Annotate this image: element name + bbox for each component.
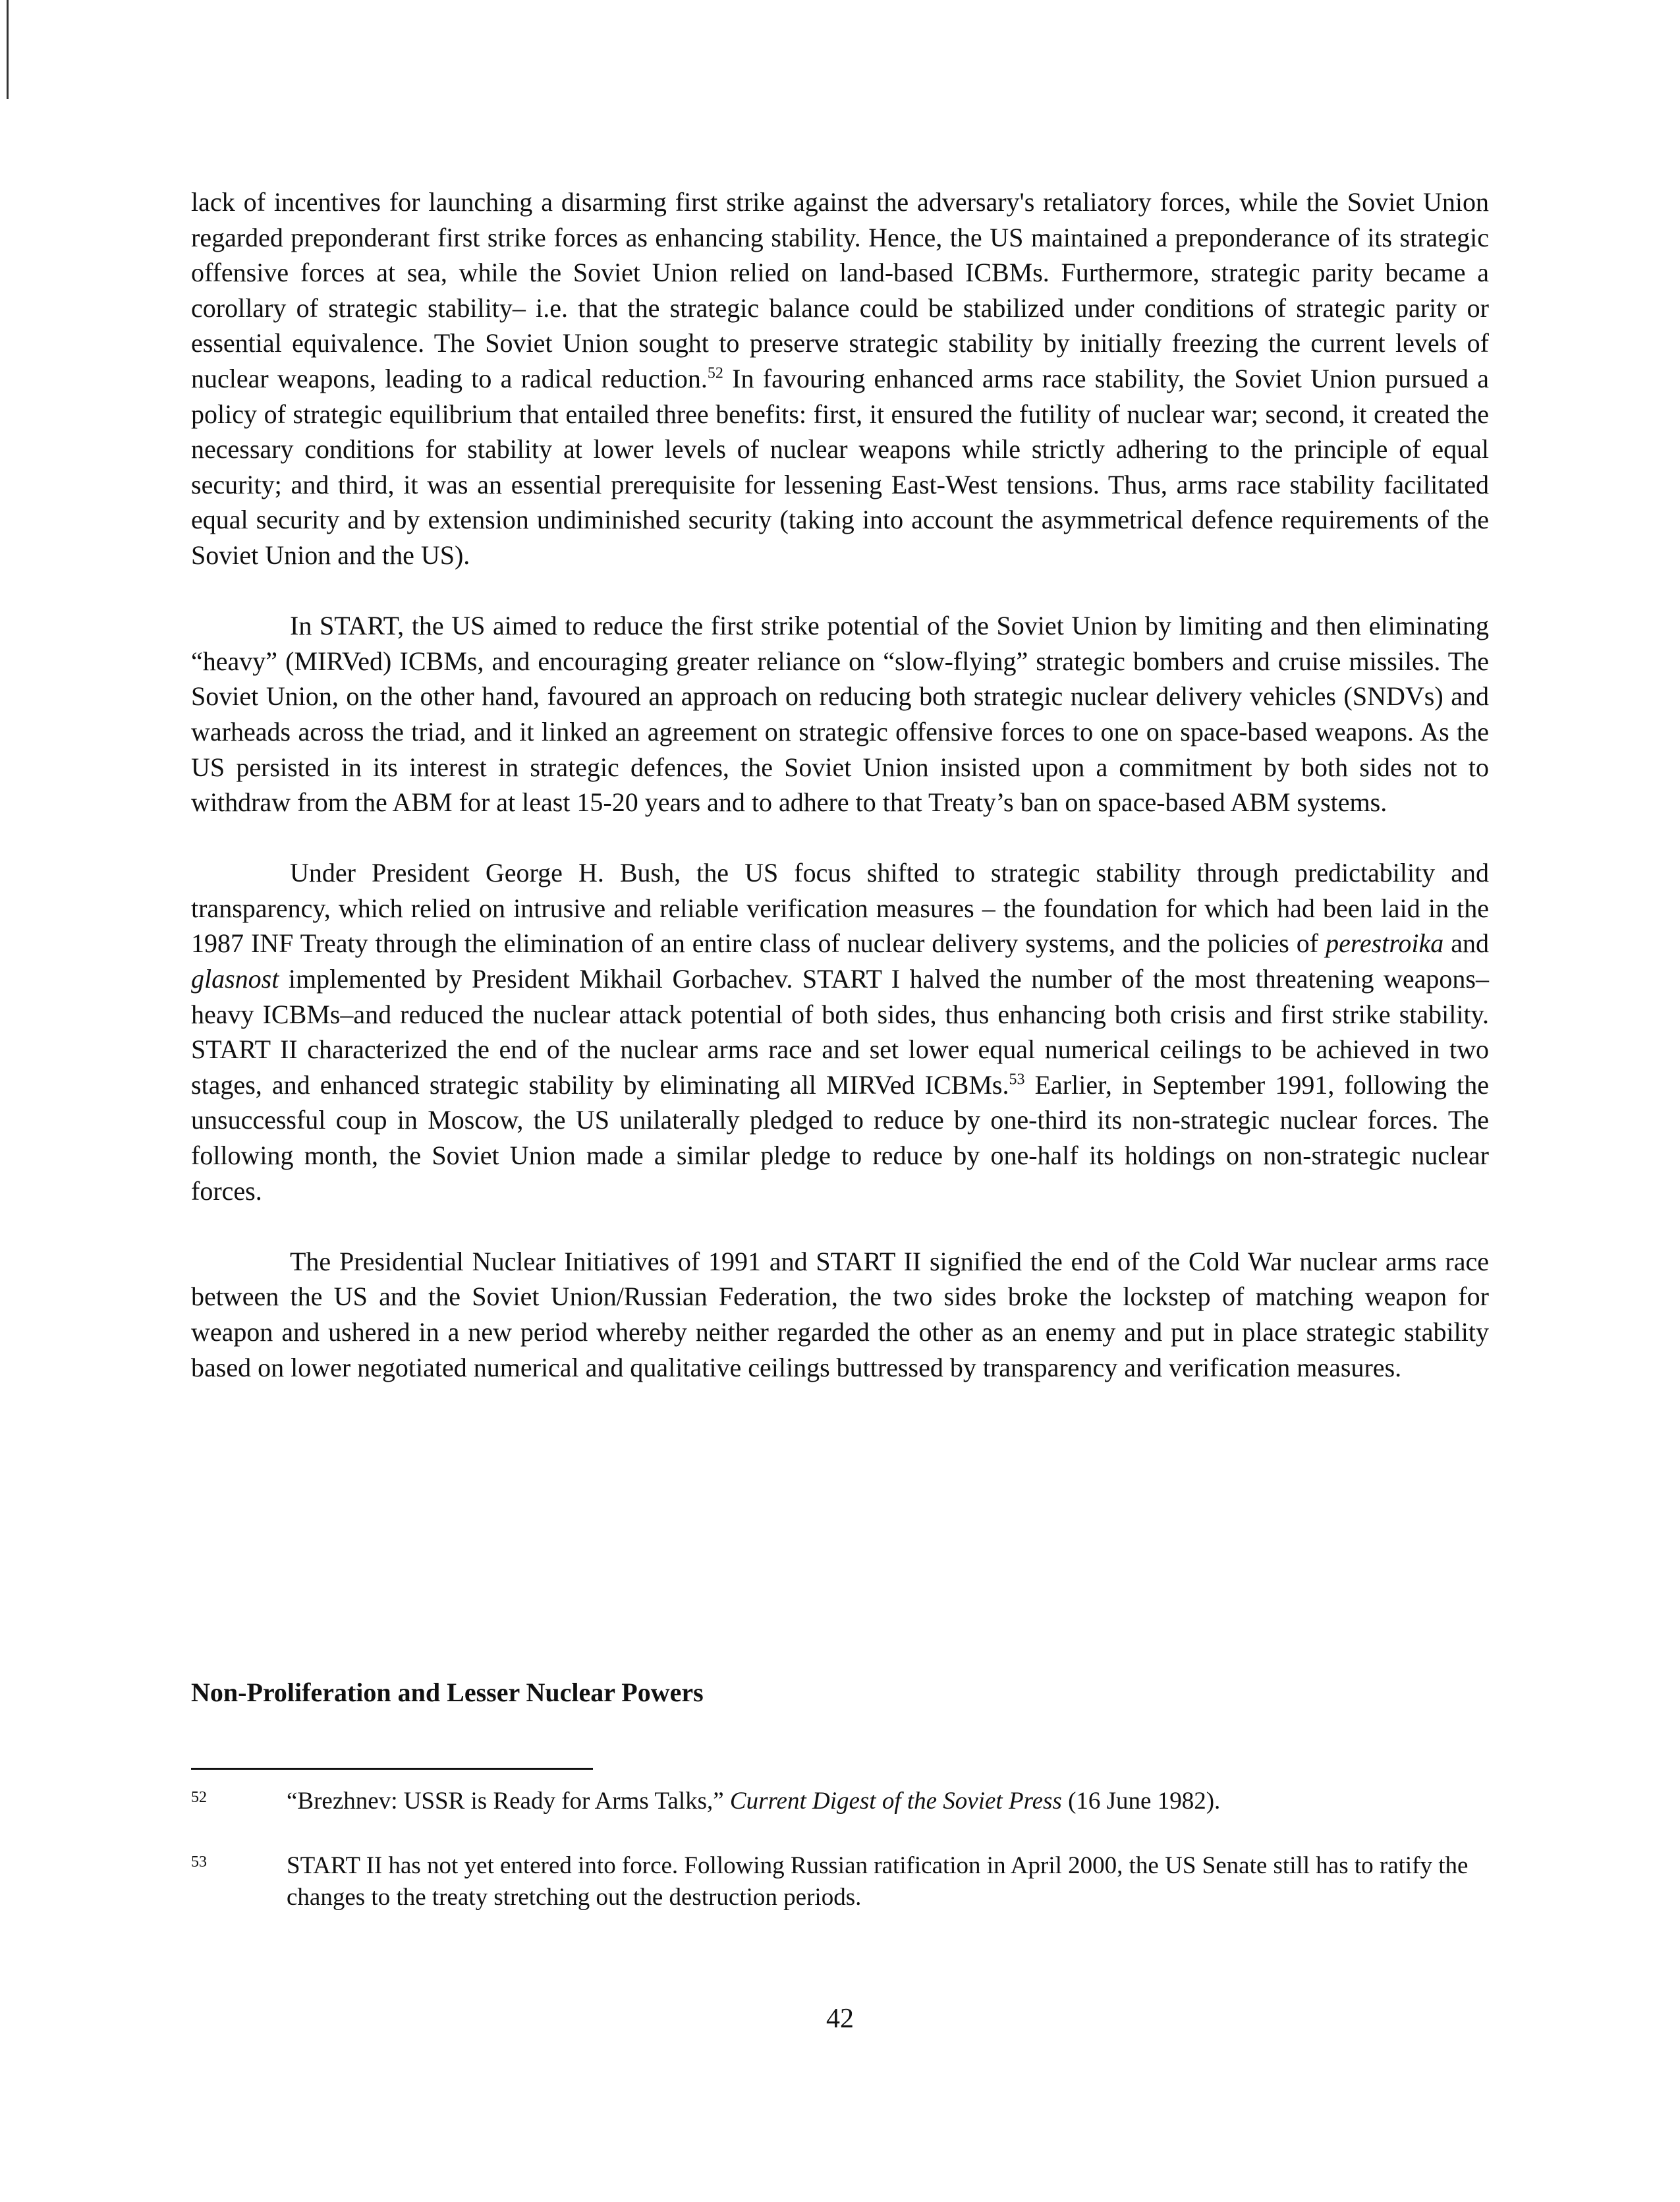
- footnote-divider: [191, 1768, 593, 1770]
- paragraph-3-and: and: [1443, 928, 1489, 959]
- paragraph-1: [191, 184, 1489, 573]
- footnote-text: [287, 1786, 1489, 1817]
- footnote-text: START II has not yet entered into force. Following Russian ratification in April 2000, the US Senate still has to ratify the changes to the treaty stretching out the destruction periods.: [287, 1852, 1469, 1911]
- body-text: [191, 184, 1489, 1421]
- footnote-number: 52: [191, 1789, 207, 1806]
- footnote-ref-53: 53: [1009, 1071, 1025, 1088]
- footnote-text-part: “Brezhnev: USSR is Ready for Arms Talks,”: [287, 1788, 730, 1815]
- paragraph-4: The Presidential Nuclear Initiatives of 1991 and START II signified the end of the Cold War nuclear arms race between the US and the Soviet Union/Russian Federation, the two sides broke the lockstep of matching weapon for weapon and ushered in a new period whereby neither regarded the other as an enemy and put in place strategic stability based on lower negotiated numerical and qualitative ceilings buttressed by transparency and verification measures.: [191, 1246, 1489, 1382]
- footnote-text-part: (16 June 1982).: [1061, 1788, 1221, 1815]
- scan-edge-mark: [7, 0, 9, 99]
- footnote-source-title: Current Digest of the Soviet Press: [729, 1788, 1062, 1815]
- footnote-ref-52: 52: [707, 364, 723, 382]
- term-perestroika: perestroika: [1326, 928, 1444, 959]
- paragraph-3-part-3: Earlier, in September 1991, following the unsuccessful coup in Moscow, the US unilaterally pledged to reduce by one-third its non-strategic nuclear forces. The following month, the Soviet Union made a similar pledge to reduce by one-half its holdings on non-strategic nuclear forces.: [191, 1069, 1489, 1206]
- footnote-52: [191, 1786, 1489, 1817]
- term-glasnost: glasnost: [191, 964, 279, 994]
- paragraph-1-part-2: In favouring enhanced arms race stability, the Soviet Union pursued a policy of strategic equilibrium that entailed three benefits: first, it ensured the futility of nuclear war; second, it created the necessary conditions for stability at lower levels of nuclear weapons while strictly adhering to the principle of equal security; and third, it was an essential prerequisite for lessening East-West tensions. Thus, arms race stability facilitated equal security and by extension undiminished security (taking into account the asymmetrical defence requirements of the Soviet Union and the US).: [191, 363, 1489, 570]
- footnote-53: [191, 1850, 1489, 1913]
- footnote-number: 53: [191, 1853, 207, 1871]
- paragraph-3-part-1: Under President George H. Bush, the US focus shifted to strategic stability through predictability and transparency, which relied on intrusive and reliable verification measures – the foundation for which had been laid in the 1987 INF Treaty through the elimination of an entire class of nuclear delivery systems, and the policies of: [191, 858, 1489, 959]
- paragraph-3-part-2: implemented by President Mikhail Gorbachev. START I halved the number of the most threatening weapons–heavy ICBMs–and reduced the nuclear attack potential of both sides, thus enhancing both crisis and first strike stability. START II characterized the end of the nuclear arms race and set lower equal numerical ceilings to be achieved in two stages, and enhanced strategic stability by eliminating all MIRVed ICBMs.: [191, 964, 1489, 1100]
- paragraph-1-part-1: lack of incentives for launching a disarming first strike against the adversary's retaliatory forces, while the Soviet Union regarded preponderant first strike forces as enhancing stability. Hence, the US maintained a preponderance of its strategic offensive forces at sea, while the Soviet Union relied on land-based ICBMs. Furthermore, strategic parity became a corollary of strategic stability– i.e. that the strategic balance could be stabilized under conditions of strategic parity or essential equivalence. The Soviet Union sought to preserve strategic stability by initially freezing the current levels of nuclear weapons, leading to a radical reduction.: [191, 187, 1489, 393]
- paragraph-2: In START, the US aimed to reduce the first strike potential of the Soviet Union by limiting and then eliminating “heavy” (MIRVed) ICBMs, and encouraging greater reliance on “slow-flying” strategic bombers and cruise missiles. The Soviet Union, on the other hand, favoured an approach on reducing both strategic nuclear delivery vehicles (SNDVs) and warheads across the triad, and it linked an agreement on strategic offensive forces to one on space-based weapons. As the US persisted in its interest in strategic defences, the Soviet Union insisted upon a commitment by both sides not to withdraw from the ABM for at least 15-20 years and to adhere to that Treaty’s ban on space-based ABM systems.: [191, 611, 1489, 818]
- page-number: 42: [826, 2004, 854, 2034]
- section-heading: Non-Proliferation and Lesser Nuclear Powers: [191, 1678, 704, 1707]
- paragraph-3: [191, 855, 1489, 1208]
